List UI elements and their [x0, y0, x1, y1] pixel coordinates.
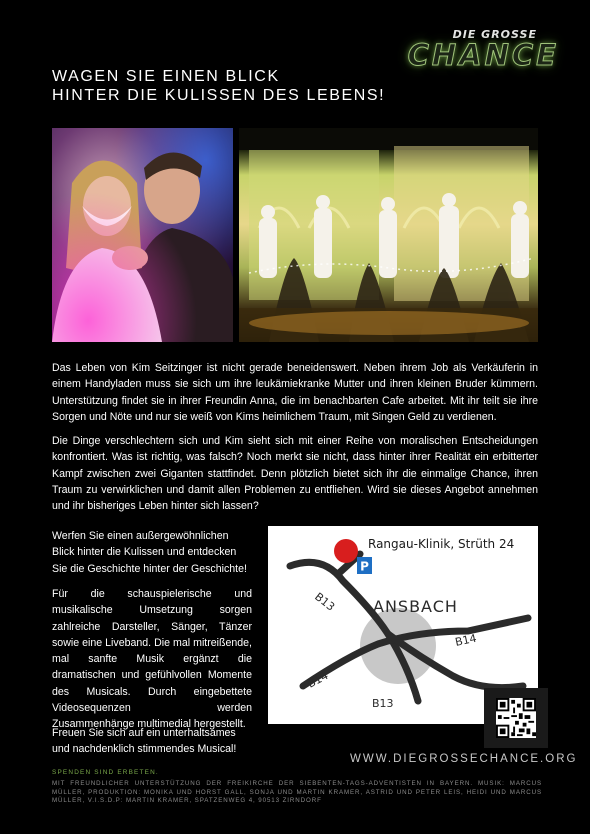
parking-label: P: [360, 559, 369, 574]
headline-line-1: WAGEN SIE EINEN BLICK: [52, 68, 280, 85]
venue-marker-icon: [334, 539, 358, 563]
road-label-b13-top: B13: [312, 590, 338, 614]
logo-line-1: DIE GROSSE: [452, 28, 537, 41]
qr-code-icon[interactable]: [496, 698, 536, 738]
paragraph-invitation: Werfen Sie einen außergewöhnlichen Blick hinter die Kulissen und entdecken Sie die Geschichte hinter der Geschichte!: [52, 530, 247, 575]
credits: MIT FREUNDLICHER UNTERSTÜTZUNG DER FREIKIRCHE DER SIEBENTEN-TAGS-ADVENTISTEN IN BAYERN. MUSIK: MARCUS MÜLLER, PRODUKTION: MONIKA UND HORST GALL, SONJA UND MARTIN KRAMER, ASTRID UND PETER LEIS, HEIDI UND MARCUS MÜLLER, V.I.S.D.P: MARTIN KRAMER, SPATZENWEG 4, 90513 ZIRNDORF: [52, 780, 542, 805]
photo-stage-drawing: [239, 128, 538, 342]
paragraph-closing: Freuen Sie sich auf ein unterhaltsames und nachdenklich stimmendes Musical!: [52, 727, 237, 756]
logo: [388, 28, 563, 76]
headline: [52, 67, 385, 105]
photo-performers-drawing: [52, 128, 233, 342]
logo-line-2: CHANCE: [407, 38, 559, 72]
paragraph-production: Für die schauspielerische und musikalische Umsetzung sorgen zahlreiche Darsteller, Sänger, Tänzer sowie eine Liveband. Die mal mitreißende, mal sanfte Musik ergänzt die dramatischen und gefühlvollen Momente des Musicals. Durch eingebettete Videosequenzen werden Zusammenhänge multimedial hergestellt.: [52, 588, 252, 731]
city-label: ANSBACH: [373, 597, 458, 616]
paragraph-story: Das Leben von Kim Seitzinger ist nicht gerade beneidenswert. Neben ihrem Job als Verkäuferin in einem Handyladen muss sie sich um ihre leukämiekranke Mutter und ihren kleinen Bruder kümmern. Unterstützung findet sie in ihrer Freundin Anna, die im benachbarten Cafe arbeitet. Mit ihr teilt sie ihre Sorgen und Nöte und nur sie weiß von Kims heimlichem Traum, mit Singen Geld zu verdienen.: [52, 362, 538, 423]
paragraph-conflict: Die Dinge verschlechtern sich und Kim sieht sich mit einer Reihe von moralischen Entscheidungen konfrontiert. Was ist richtig, was falsch? Noch merkt sie nicht, dass hinter ihrer Realität ein erbitterter Kampf zwischen zwei Giganten stattfindet. Denn plötzlich bietet sich ihr die einmalige Chance, ihren Traum zu verwirklichen und damit allen Problemen zu entfliehen. Wird sie dieses Angebot annehmen und ihr bisheriges Leben hinter sich lassen?: [52, 435, 538, 513]
website-link[interactable]: WWW.DIEGROSSECHANCE.ORG: [350, 753, 578, 765]
headline-line-2: HINTER DIE KULISSEN DES LEBENS!: [52, 87, 386, 104]
road-label-b13-bottom: B13: [372, 697, 394, 710]
photo-stage: [239, 128, 538, 342]
road-label-b14-left: B14: [305, 669, 331, 691]
photo-performers: [52, 128, 233, 342]
donation-note: SPENDEN SIND ERBETEN.: [52, 769, 159, 776]
road-label-b14-right: B14: [453, 631, 478, 649]
venue-label: Rangau-Klinik, Strüth 24: [368, 537, 515, 551]
